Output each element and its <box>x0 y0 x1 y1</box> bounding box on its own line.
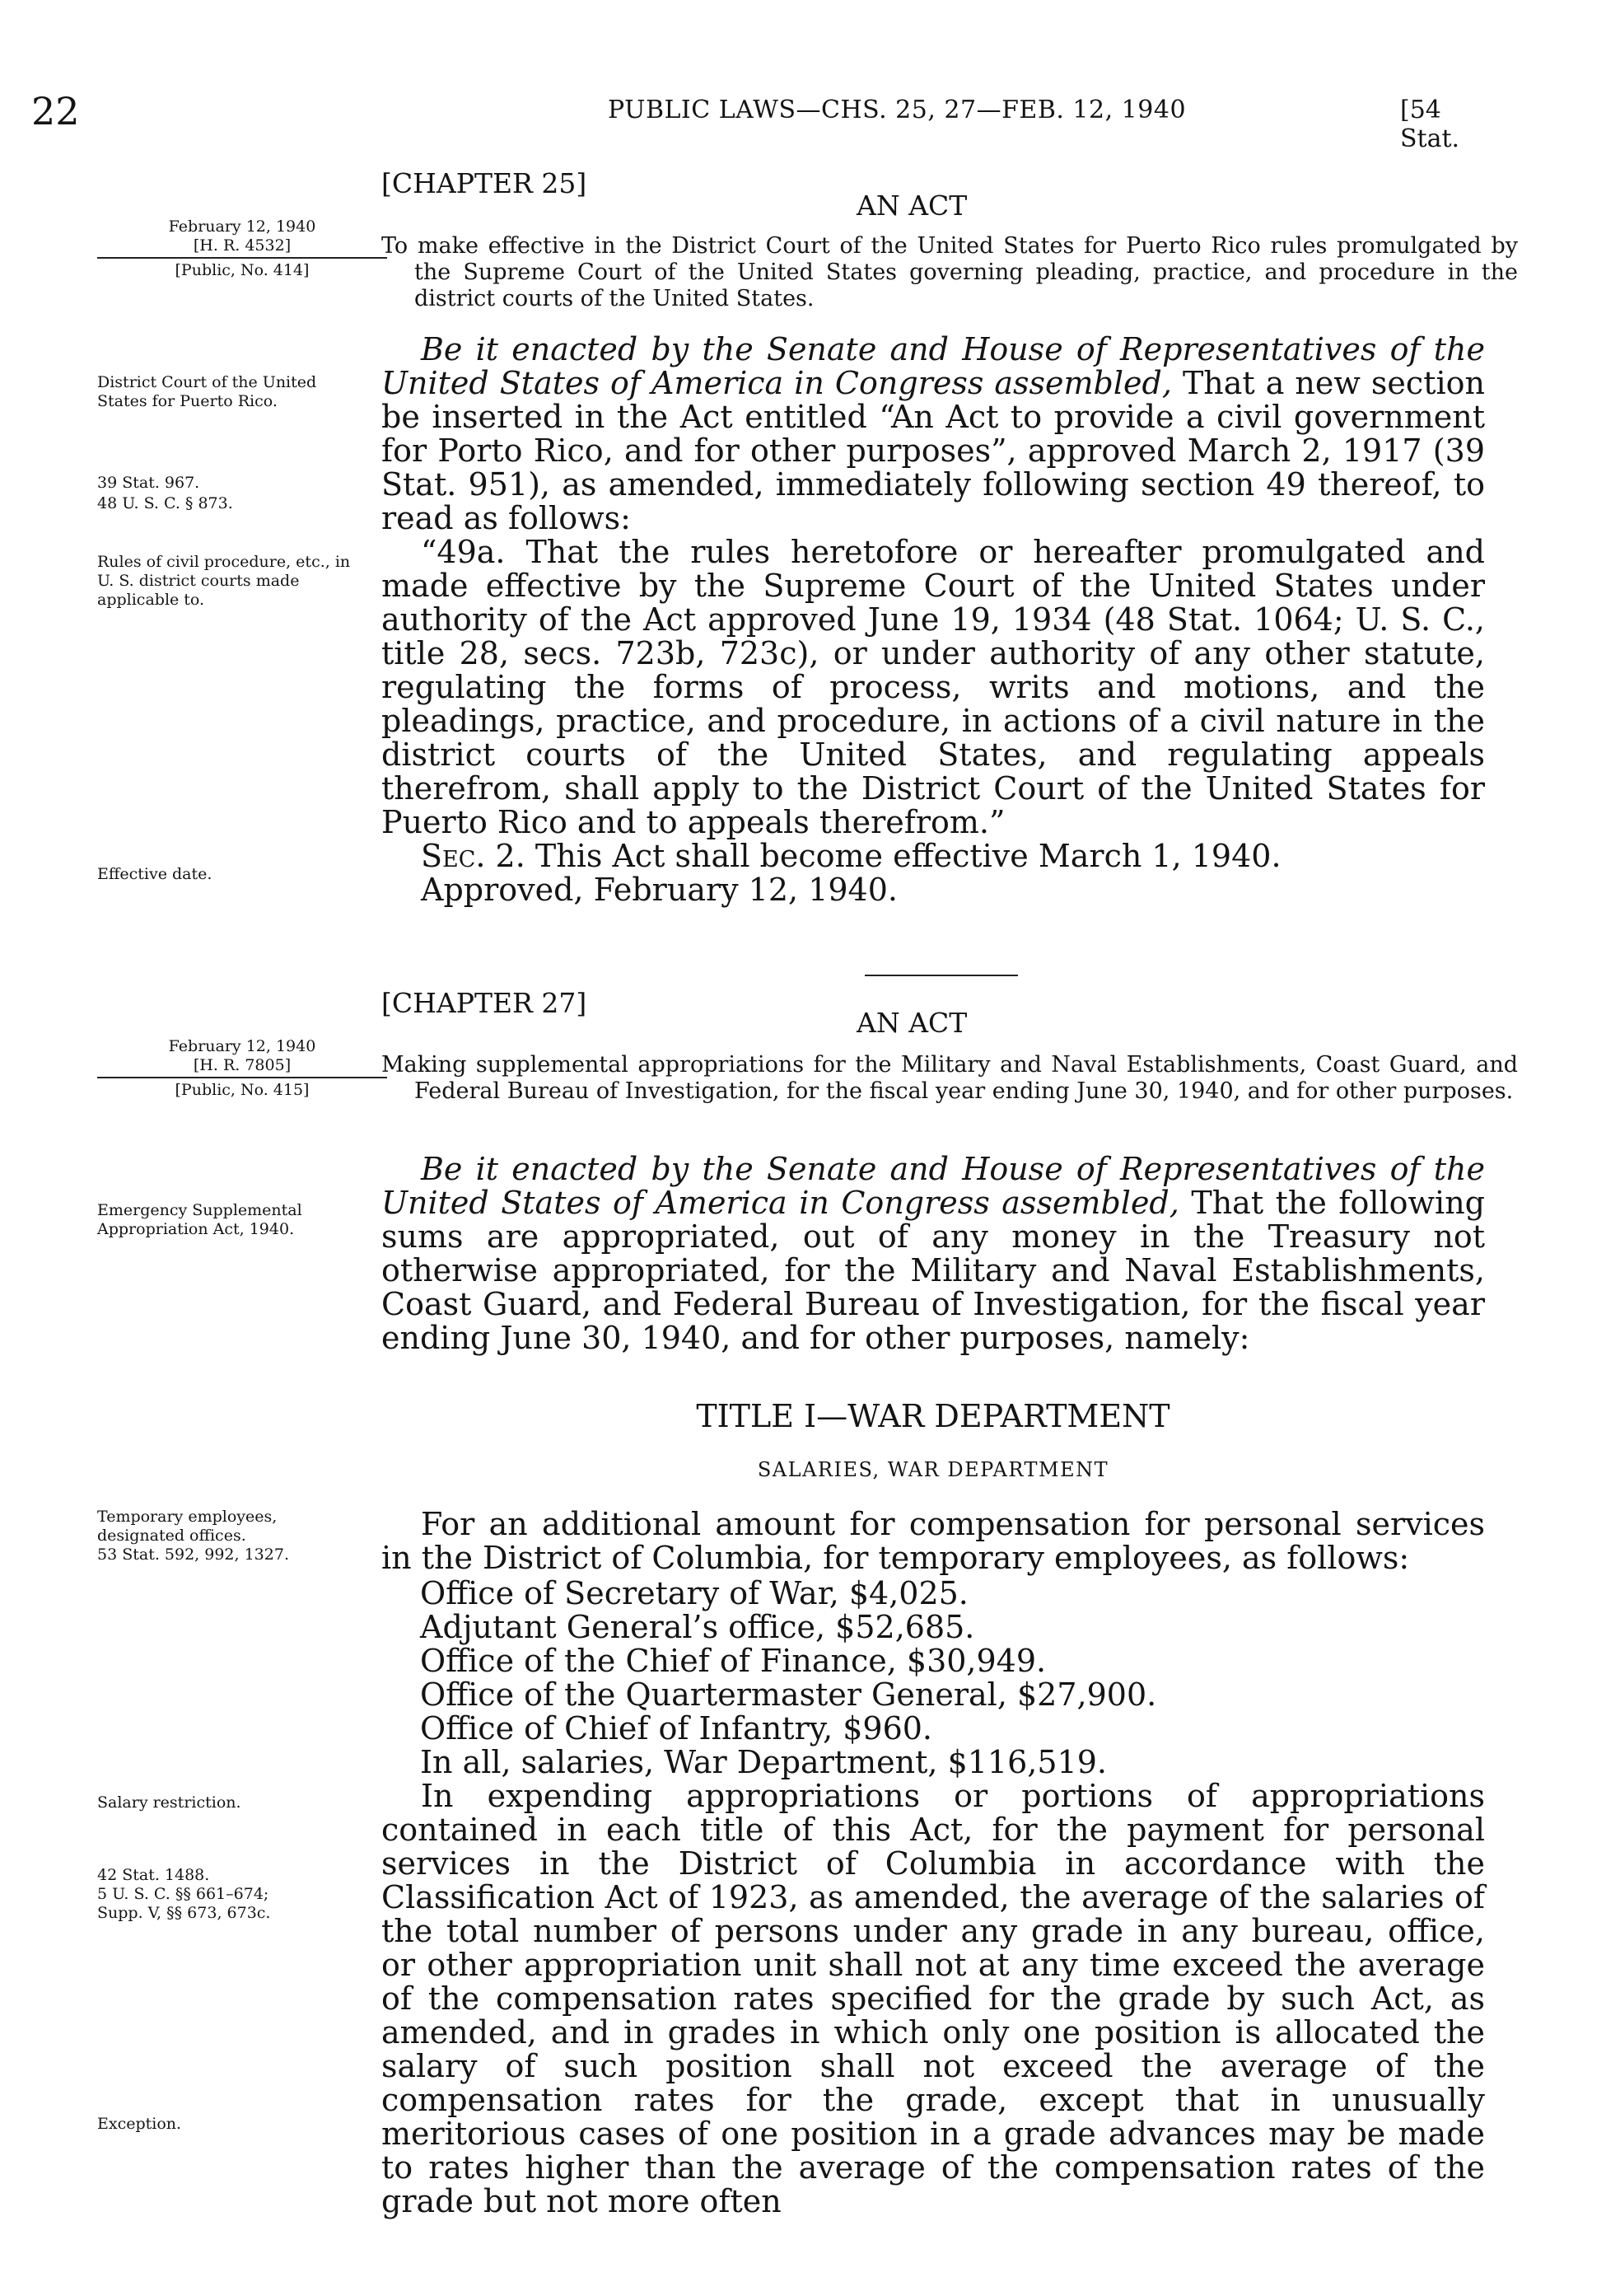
margin-citation-2: 48 U. S. C. § 873. <box>97 494 233 512</box>
enacting-clause-italic: Be it enacted by the Senate and House of Representatives of the United States of America in Congress assembled, <box>381 1151 1485 1221</box>
appropriation-paragraph <box>381 1508 1485 1575</box>
appropriation-item: In all, salaries, War Department, $116,519. <box>420 1744 1107 1780</box>
chapter-25-body <box>381 333 1485 907</box>
chapter-27-title: Making supplemental appropriations for the Military and Naval Establishments, Coast Guard, and Federal Bureau of Investigation, for the fiscal year ending June 30, 1940, and for other purposes. <box>381 1052 1518 1104</box>
margin-bill: [H. R. 4532] <box>193 236 292 255</box>
margin-note-effective-date: Effective date. <box>97 865 212 883</box>
margin-public-law: [Public, No. 415] <box>175 1081 310 1099</box>
margin-note-rules: Rules of civil procedure, etc., in U. S. district courts made applicable to. <box>97 553 351 609</box>
margin-bill: [H. R. 7805] <box>193 1056 292 1074</box>
title-heading: TITLE I—WAR DEPARTMENT <box>696 1398 1170 1434</box>
appropriation-item: Office of Chief of Infantry, $960. <box>420 1710 933 1747</box>
approval-line: Approved, February 12, 1940. <box>421 872 898 908</box>
section-49a: “49a. That the rules heretofore or hereafter promulgated and made effective by the Supreme Court of the United States under authority of the Act approved June 19, 1934 (48 Stat. 1064; U. S. C., title 28, secs. 723b, 723c), or under authority of any other statute, regulating the forms of process, writs and motions, and the pleadings, practice, and procedure, in actions of a civil nature in the district courts of the United States, and regulating appeals therefrom, shall apply to the District Court of the United States for Puerto Rico and to appeals therefrom.” <box>381 534 1485 840</box>
page-number: 22 <box>31 89 80 133</box>
chapter-27-enacting <box>381 1153 1485 1355</box>
margin-rule <box>97 1077 387 1078</box>
appropriation-item: Office of Secretary of War, $4,025. <box>420 1575 969 1611</box>
sub-heading: SALARIES, WAR DEPARTMENT <box>757 1458 1109 1481</box>
chapter-27-label: [CHAPTER 27] <box>381 987 587 1019</box>
chapter-27-margin-header <box>97 1037 387 1100</box>
salary-restriction-paragraph <box>381 1779 1485 2219</box>
section-2-text: This Act shall become effective March 1, 1940. <box>525 838 1282 874</box>
section-2 <box>381 839 1485 873</box>
chapter-25-act-heading: AN ACT <box>857 189 968 222</box>
margin-public-law: [Public, No. 414] <box>175 261 310 279</box>
running-head-title: PUBLIC LAWS—CHS. 25, 27—FEB. 12, 1940 <box>608 96 1187 124</box>
enacting-clause-text: That a new section be inserted in the Act entitled “An Act to provide a civil government for Porto Rico, and for other purposes”, approved March 2, 1917 (39 Stat. 951), as amended, immediately following section 49 thereof, to read as follows: <box>381 365 1485 536</box>
margin-note-district-court: District Court of the United States for Puerto Rico. <box>97 373 317 410</box>
margin-note-salary-restriction: Salary restriction. <box>97 1793 241 1812</box>
running-head <box>31 89 1489 153</box>
margin-citation-53-stat: 53 Stat. 592, 992, 1327. <box>97 1545 289 1564</box>
enacting-clause <box>381 1153 1485 1355</box>
personal-services-paragraph: For an additional amount for compensation for personal services in the District of Columbia, for temporary employees, as follows: <box>381 1506 1485 1576</box>
margin-note-temporary-employees: Temporary employees, designated offices. <box>97 1508 278 1545</box>
chapter-25-title: To make effective in the District Court of the United States for Puerto Rico rules promulgated by the Supreme Court of the United States governing pleading, practice, and procedure in the district courts of the United States. <box>381 233 1518 311</box>
margin-note-exception: Exception. <box>97 2115 182 2133</box>
margin-citation-supp: Supp. V, §§ 673, 673c. <box>97 1904 271 1922</box>
chapter-divider <box>865 975 1018 976</box>
margin-date: February 12, 1940 <box>168 1037 316 1055</box>
salary-restriction-text: In expending appropriations or portions of appropriations contained in each title of this Act, for the payment for personal services in the District of Columbia in accordance with the Classification Act of 1923, as amended, the average of the salaries of the total number of persons under any grade in any bureau, office, or other appropriation unit shall not at any time exceed the average of the compensation rates specified for the grade by such Act, as amended, and in grades in which only one position is allocated the salary of such position shall not exceed the average of the compensation rates for the grade, except that in unusually meritorious cases of one position in a grade advances may be made to rates higher than the average of the compensation rates of the grade but not more often <box>381 1778 1485 2219</box>
appropriation-items <box>420 1577 1491 1779</box>
enacting-clause <box>381 333 1485 535</box>
enacting-clause-italic: Be it enacted by the Senate and House of Representatives of the United States of America in Congress assembled, <box>381 331 1485 401</box>
chapter-27-act-heading: AN ACT <box>857 1007 968 1039</box>
appropriation-item: Office of the Quartermaster General, $27,900. <box>420 1676 1157 1713</box>
margin-rule <box>97 257 387 259</box>
enacting-clause-text: That the following sums are appropriated, out of any money in the Treasury not otherwise appropriated, for the Military and Naval Establishments, Coast Guard, and Federal Bureau of Investigation, for the fiscal year ending June 30, 1940, and for other purposes, namely: <box>381 1185 1485 1356</box>
chapter-25-label: [CHAPTER 25] <box>381 167 587 199</box>
margin-citation-5-usc: 5 U. S. C. §§ 661–674; <box>97 1885 269 1903</box>
section-2-label: Sec. 2. <box>421 838 525 874</box>
appropriation-item: Adjutant General’s office, $52,685. <box>420 1609 975 1645</box>
margin-date: February 12, 1940 <box>168 217 316 236</box>
chapter-25-margin-header <box>97 217 387 280</box>
volume-reference: [54 Stat. <box>1400 96 1460 153</box>
margin-citation-1: 39 Stat. 967. <box>97 474 200 492</box>
appropriation-item: Office of the Chief of Finance, $30,949. <box>420 1643 1047 1679</box>
margin-citation-42-stat: 42 Stat. 1488. <box>97 1866 210 1884</box>
margin-note-emergency-act: Emergency Supplemental Appropriation Act, 1940. <box>97 1201 302 1238</box>
